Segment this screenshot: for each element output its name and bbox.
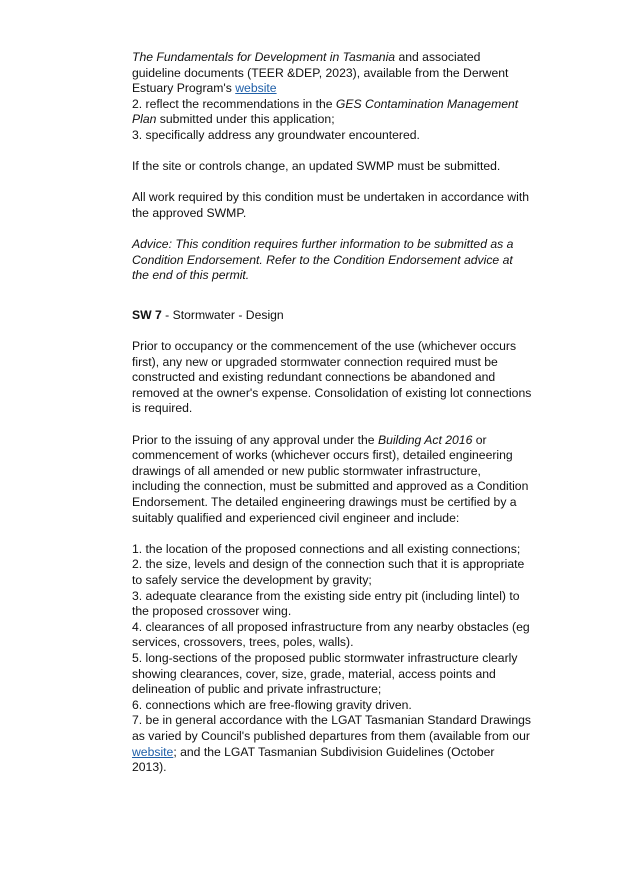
list-item: 3. adequate clearance from the existing side entry pit (including lintel) to the proposed crossover wing. (132, 588, 520, 619)
item-2 (132, 97, 532, 128)
building-act-title: Building Act 2016 (377, 432, 473, 447)
sw7-paragraph-1: Prior to occupancy or the commencement of the use (whichever occurs first), any new or upgraded stormwater connection required must be constructed and existing redundant connections be abandoned and removed at the owner's expense. Consolidation of existing lot connections is required. (132, 339, 532, 416)
item-2-pre: 2. reflect the recommendations in the (132, 96, 336, 111)
page-content (132, 50, 532, 776)
item-3: 3. specifically address any groundwater encountered. (132, 127, 420, 142)
list-item: 4. clearances of all proposed infrastructure from any nearby obstacles (eg services, crossovers, trees, poles, walls). (132, 619, 530, 650)
list-item: 2. the size, levels and design of the connection such that it is appropriate to safely service the development by gravity; (132, 557, 525, 587)
derwent-website-link[interactable]: website (235, 81, 277, 96)
advice-text: Advice: This condition requires further information to be submitted as a Condition Endorsement. Refer to the Condition Endorsement advice at the end of this permit. (132, 237, 514, 283)
ges-plan-title: GES Contamination Management Plan (132, 96, 519, 127)
list-item: 5. long-sections of the proposed public stormwater infrastructure clearly showing clearances, cover, size, grade, material, access points and delineation of public and private infrastructure; (132, 650, 518, 697)
list-item: 1. the location of the proposed connections and all existing connections; (132, 541, 521, 556)
para2-pre: Prior to the issuing of any approval under the (132, 432, 378, 447)
list-item-7 (132, 713, 532, 775)
council-website-link[interactable]: website (132, 744, 174, 759)
fundamentals-title: The Fundamentals for Development in Tasmania (132, 50, 396, 64)
intro-guidelines-text (132, 50, 532, 97)
para2-post: or commencement of works (whichever occurs first), detailed engineering drawings of all amended or new public stormwater infrastructure, including the connection, must be submitted and approved as a Condition Endorsement. The detailed engineering drawings must be certified by a suitably qualified and experienced civil engineer and include: (132, 432, 529, 525)
item-7-pre: 7. be in general accordance with the LGAT Tasmanian Standard Drawings as varied by Council's published departures from them (available from our (132, 713, 532, 743)
list-item: 6. connections which are free-flowing gravity driven. (132, 697, 412, 712)
advice-paragraph (132, 237, 532, 284)
change-paragraph: If the site or controls change, an updated SWMP must be submitted. (132, 159, 501, 174)
sw7-paragraph-2 (132, 433, 532, 527)
sw7-heading (132, 308, 532, 324)
sw7-code: SW 7 (132, 307, 162, 322)
item-7-post: ; and the LGAT Tasmanian Subdivision Guidelines (October 2013). (132, 744, 495, 775)
work-paragraph: All work required by this condition must be undertaken in accordance with the approved SWMP. (132, 190, 529, 220)
item-2-post: submitted under this application; (156, 112, 335, 127)
guidelines-text: and associated guideline documents (TEER &DEP, 2023), available from the Derwent Estuary Program's (132, 50, 509, 96)
sw7-title: - Stormwater - Design (161, 307, 284, 322)
